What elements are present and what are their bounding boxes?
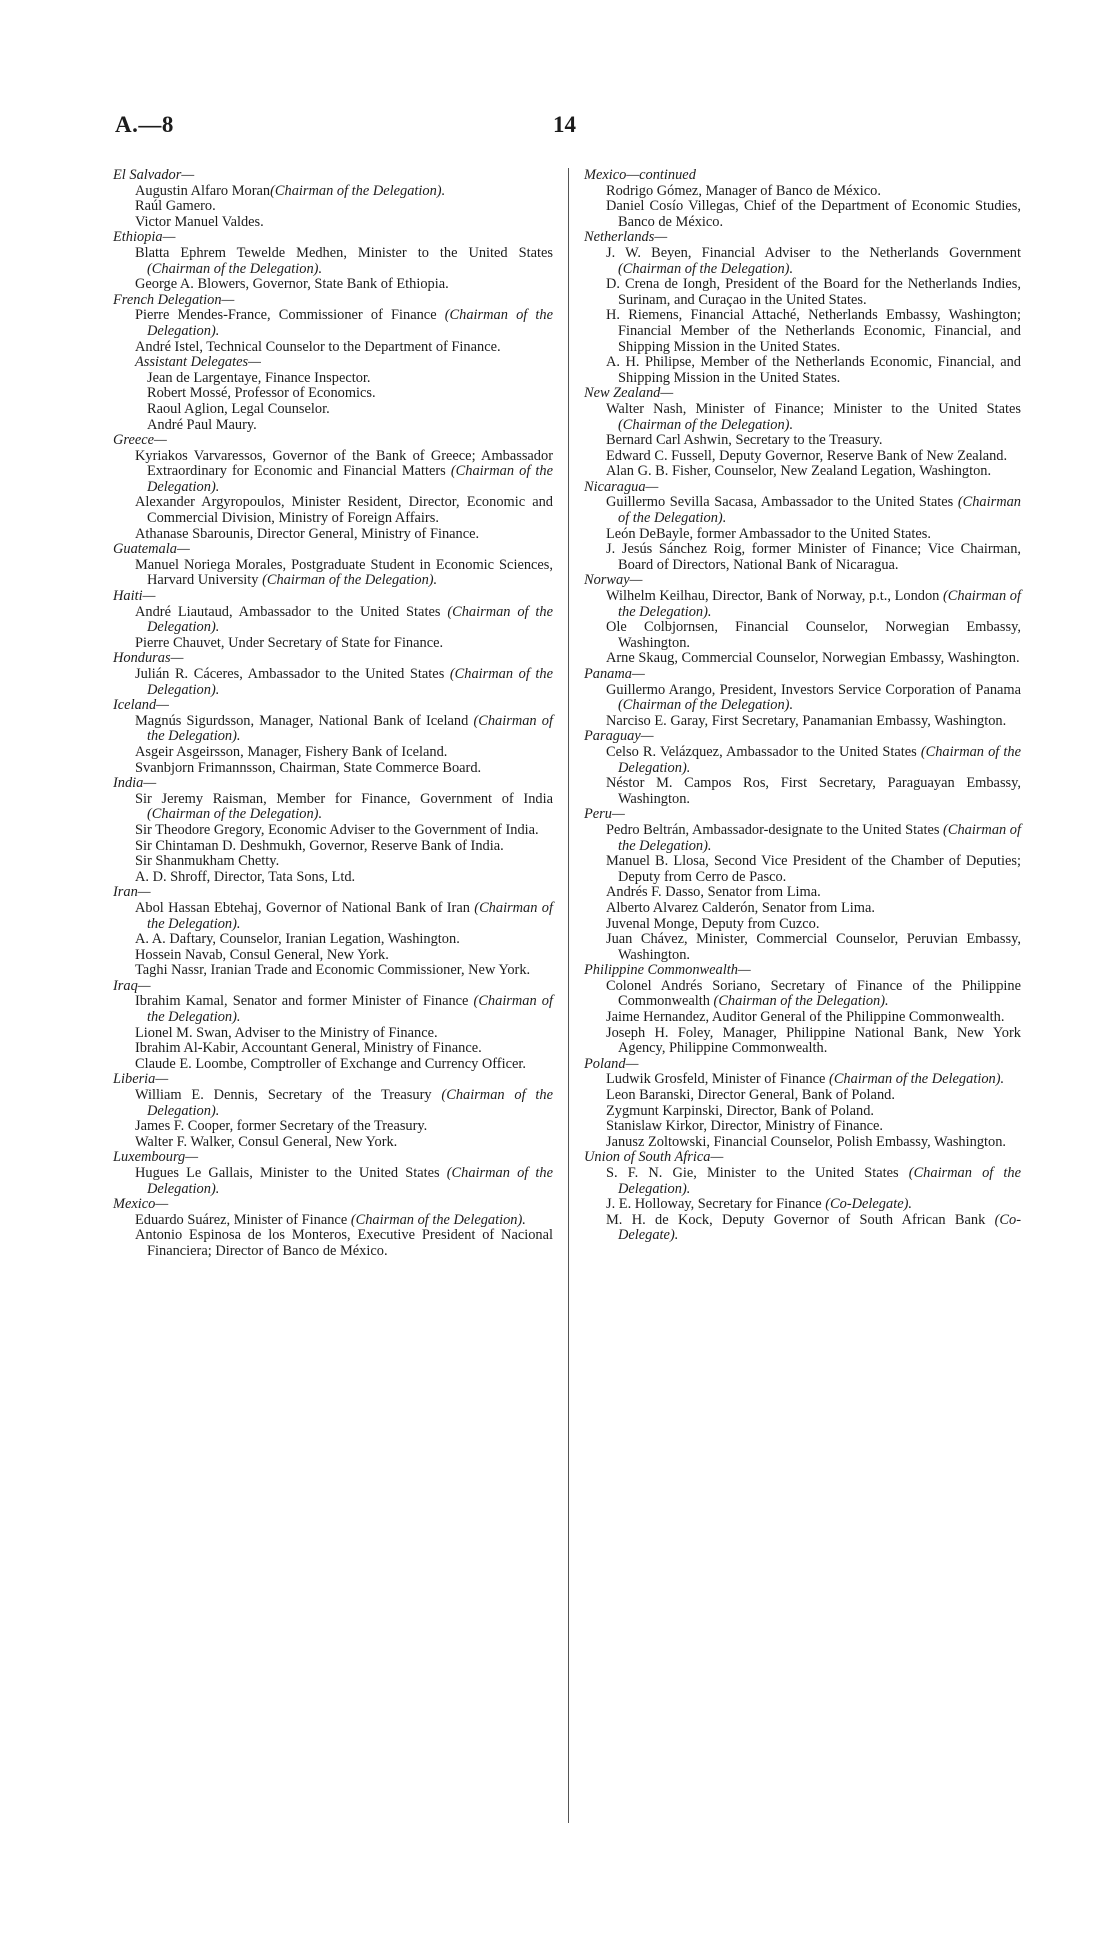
delegate-role: Ambassador to the United States: [232, 603, 448, 620]
delegate-role: Director, Tata Sons, Ltd.: [210, 868, 356, 885]
delegate-name: Kyriakos Varvaressos,: [135, 447, 267, 464]
delegate-chair: (Chairman of the Delegation).: [147, 712, 553, 745]
delegate-name: Edward C. Fussell,: [606, 447, 716, 464]
delegate-role: Manager, National Bank of Iceland: [254, 712, 474, 729]
delegate-role: Governor, Reserve Bank of India.: [305, 837, 504, 854]
delegate-chair: (Chairman of the Delegation).: [618, 697, 794, 714]
delegate-name: Victor Manuel Valdes.: [135, 213, 264, 230]
country-heading: Mexico—: [113, 1196, 169, 1213]
section-number: A.—8: [115, 112, 174, 137]
delegate-entry: [584, 854, 1021, 885]
delegate-name: Sir Jeremy Raisman,: [135, 790, 267, 807]
delegate-name: A. H. Philipse,: [606, 354, 695, 371]
delegate-chair: (Chairman of the Delegation).: [618, 494, 1021, 527]
delegate-entry: [113, 870, 553, 886]
delegate-role: Accountant General, Ministry of Finance.: [238, 1040, 482, 1057]
delegate-role: Senator and former Minister of Finance: [227, 993, 474, 1010]
country-heading: Philippine Commonwealth—: [584, 962, 751, 979]
delegate-name: Manuel B. Llosa,: [606, 853, 709, 870]
country-heading: Liberia—: [113, 1071, 169, 1088]
country-heading: Luxembourg—: [113, 1149, 199, 1166]
delegate-entry: [584, 1119, 1021, 1135]
delegate-chair: (Chairman of the Delegation).: [147, 260, 323, 277]
delegate-entry: [584, 308, 1021, 355]
delegate-entry: [584, 184, 1021, 200]
delegate-name: Athanase Sbarounis,: [135, 525, 254, 542]
delegate-name: Magnús Sigurdsson,: [135, 712, 255, 729]
delegate-role: Director, Ministry of Finance.: [706, 1118, 884, 1135]
delegate-name: Antonio Espinosa de los Monteros,: [135, 1227, 351, 1244]
delegate-name: James F. Cooper,: [135, 1118, 234, 1135]
delegate-name: J. Jesús Sánchez Roig,: [606, 541, 746, 558]
delegate-role: First Secretary, Panamanian Embassy, Washington.: [708, 712, 1007, 729]
delegate-entry: [113, 1228, 553, 1259]
delegate-entry: [113, 199, 553, 215]
delegate-entry: [584, 620, 1021, 651]
delegate-entry: [113, 901, 553, 932]
delegate-role: Legal Counselor.: [227, 400, 330, 417]
delegate-entry: [584, 355, 1021, 386]
delegate-entry: [113, 184, 553, 200]
delegate-name: Leon Baranski,: [606, 1087, 694, 1104]
delegate-entry: [584, 917, 1021, 933]
delegate-chair: (Chairman of the Delegation).: [618, 1165, 1021, 1197]
delegate-entry: [113, 714, 553, 745]
delegate-name: Robert Mossé,: [147, 385, 231, 402]
delegate-entry: [584, 1197, 1021, 1213]
delegate-entry: [113, 1088, 553, 1119]
delegate-entry: [113, 527, 553, 543]
delegate-name: Jean de Largentaye,: [147, 369, 262, 386]
delegate-entry: [584, 823, 1021, 854]
delegate-name: Raoul Aglion,: [147, 400, 228, 417]
delegate-chair: (Chairman of the Delegation).: [147, 993, 553, 1026]
column-divider: [568, 168, 569, 1823]
delegate-chair: (Co-Delegate).: [825, 1196, 912, 1213]
delegate-role: Commercial Counselor, Norwegian Embassy, Washington.: [677, 650, 1020, 667]
page-number: 14: [553, 112, 576, 137]
delegate-name: A. A. Daftary,: [135, 931, 216, 948]
delegate-chair: (Chairman of the Delegation).: [147, 307, 553, 339]
delegate-name: Ole Colbjornsen,: [606, 619, 718, 636]
country-heading: Netherlands—: [584, 229, 668, 246]
delegate-chair: (Chairman of the Delegation).: [147, 1165, 553, 1197]
delegate-role: Secretary of Finance of the Philippine Commonwealth: [618, 977, 1021, 1010]
delegate-entry: [584, 776, 1021, 807]
delegate-name: Pedro Beltrán,: [606, 821, 690, 838]
delegate-entry: [113, 1166, 553, 1197]
delegate-role: First Secretary, Paraguayan Embassy, Washington.: [618, 775, 1022, 807]
delegate-entry: [113, 745, 553, 761]
delegate-role: Manager, Philippine National Bank, New York Agency, Philippine Commonwealth.: [618, 1024, 1021, 1057]
delegate-name: Narciso E. Garay,: [606, 712, 709, 729]
delegate-role: Minister to the United States: [252, 1165, 447, 1181]
delegate-role: Director, Bank of Norway, p.t., London: [708, 588, 944, 605]
delegate-name: Néstor M. Campos Ros,: [606, 775, 770, 792]
delegate-name: H. Riemens,: [606, 307, 683, 324]
delegate-role: Minister of Finance; Minister to the United States: [686, 400, 1021, 417]
delegate-chair: (Chairman of the Delegation).: [147, 603, 554, 636]
delegate-entry: [113, 1213, 553, 1229]
delegate-chair: (Chairman of the Delegation).: [618, 821, 1022, 854]
delegate-role: Director General, Ministry of Finance.: [253, 525, 480, 542]
delegate-name: Alberto Alvarez Calderón,: [606, 899, 759, 916]
delegate-entry: [584, 277, 1021, 308]
delegate-name: Hossein Navab,: [135, 946, 227, 963]
delegate-entry: [113, 277, 553, 293]
country-heading: French Delegation—: [113, 291, 235, 308]
delegate-entry: [113, 449, 553, 496]
delegate-name: Alexander Argyropoulos,: [135, 494, 285, 511]
delegate-role: Secretary of the Treasury: [258, 1087, 442, 1104]
delegate-role: Executive President of Nacional Financiera; Director of Banco de México.: [147, 1227, 553, 1259]
delegate-entry: [584, 449, 1021, 465]
delegate-role: Minister of Finance: [708, 1071, 830, 1088]
delegate-role: Iranian Trade and Economic Commissioner, New York.: [206, 962, 531, 979]
country-heading: Greece—: [113, 432, 167, 449]
delegate-name: William E. Dennis,: [135, 1087, 258, 1104]
delegate-name: Manuel Noriega Morales,: [135, 556, 287, 573]
delegate-entry: [584, 901, 1021, 917]
delegate-name: Guillermo Arango,: [606, 681, 716, 698]
delegate-role: Commissioner of Finance: [270, 307, 445, 324]
delegate-name: Jaime Hernandez,: [606, 1009, 710, 1026]
delegate-role: Minister to the United States: [346, 244, 553, 261]
delegate-role: Governor of the Bank of Greece; Ambassador Extraordinary for Economic and Financial Matters: [147, 447, 553, 480]
delegate-name: André Liautaud,: [135, 603, 233, 620]
delegate-entry: [584, 932, 1021, 963]
delegate-name: Janusz Zoltowski,: [606, 1133, 710, 1150]
country-heading: Iceland—: [113, 697, 169, 714]
country-heading: Iran—: [113, 884, 151, 901]
delegate-entry: [113, 963, 553, 979]
delegate-chair: (Chairman of the Delegation).: [829, 1071, 1005, 1088]
delegate-entry: [584, 199, 1021, 230]
delegate-chair: (Chairman of the Delegation).: [147, 463, 553, 495]
delegate-chair: (Chairman of the Delegation).: [270, 182, 446, 199]
delegate-name: A. D. Shroff,: [135, 868, 211, 885]
delegate-entry: [113, 948, 553, 964]
delegate-role: Secretary to the Treasury.: [731, 432, 883, 449]
delegate-name: Juan Chávez,: [606, 931, 688, 948]
country-heading: Mexico—continued: [584, 167, 696, 183]
delegate-role: Ambassador to the United States: [242, 666, 450, 682]
delegate-name: M. H. de Kock,: [606, 1211, 713, 1228]
delegate-role: former Ambassador to the United States.: [693, 525, 931, 542]
country-heading: Nicaragua—: [584, 478, 659, 495]
country-heading: Union of South Africa—: [584, 1149, 724, 1166]
delegate-entry: [584, 402, 1021, 433]
delegate-name: Augustin Alfaro Moran: [135, 182, 271, 199]
delegate-name: Hugues Le Gallais,: [135, 1165, 253, 1181]
delegate-role: Under Secretary of State for Finance.: [224, 634, 444, 651]
delegate-role: Minister, Commercial Counselor, Peruvian Embassy, Washington.: [618, 931, 1021, 963]
delegate-role: Ambassador-designate to the United States: [689, 821, 944, 838]
country-heading: Iraq—: [113, 977, 151, 994]
delegate-name: León DeBayle,: [606, 525, 694, 542]
assistant-delegate-entry: [113, 386, 553, 402]
delegate-name: Stanislaw Kirkor,: [606, 1118, 707, 1135]
delegate-role: Director, Bank of Poland.: [722, 1102, 875, 1119]
delegate-entry: [113, 994, 553, 1025]
delegate-role: Secretary for Finance: [694, 1196, 826, 1213]
delegate-name: Sir Theodore Gregory,: [135, 821, 265, 838]
delegate-chair: (Chairman of the Delegation).: [147, 806, 323, 823]
delegate-entry: [584, 1104, 1021, 1120]
delegate-name: Pierre Mendes-France,: [135, 307, 271, 324]
delegate-role: Consul General, New York.: [234, 1133, 398, 1150]
delegate-role: Postgraduate Student in Economic Sciences, Harvard University: [147, 556, 553, 589]
country-heading: Peru—: [584, 806, 625, 823]
delegate-entry: [113, 246, 553, 277]
delegate-entry: [584, 683, 1021, 714]
delegate-name: Ibrahim Al-Kabir,: [135, 1040, 239, 1057]
delegate-entry: [584, 979, 1021, 1010]
delegate-role: Member for Finance, Government of India: [266, 790, 553, 807]
country-heading: Haiti—: [113, 588, 156, 605]
delegate-chair: (Chairman of the Delegation).: [618, 416, 794, 433]
delegate-name: Ludwik Grosfeld,: [606, 1071, 709, 1088]
delegate-chair: (Chairman of the Delegation).: [618, 260, 794, 277]
delegate-role: Governor of National Bank of Iran: [261, 899, 475, 916]
delegate-name: Arne Skaug,: [606, 650, 678, 667]
delegate-name: Daniel Cosío Villegas,: [606, 198, 739, 215]
delegate-name: Joseph H. Foley,: [606, 1024, 714, 1041]
delegate-role: Minister to the United States: [696, 1165, 909, 1181]
delegate-role: Professor of Economics.: [230, 385, 376, 402]
delegate-role: Consul General, New York.: [226, 946, 389, 963]
delegate-name: Lionel M. Swan,: [135, 1024, 232, 1041]
delegate-role: Deputy Governor, Reserve Bank of New Zealand.: [715, 447, 1008, 464]
delegate-name: Raúl Gamero.: [135, 198, 216, 215]
delegate-entry: [113, 1041, 553, 1057]
delegate-entry: [113, 605, 553, 636]
delegate-role: Senator from Lima.: [703, 884, 821, 901]
left-column: [113, 168, 553, 1260]
country-heading: Guatemala—: [113, 541, 190, 558]
delegate-role: Financial Counselor, Norwegian Embassy, Washington.: [618, 619, 1021, 651]
delegate-name: S. F. N. Gie,: [606, 1165, 697, 1181]
delegate-name: André Istel,: [135, 338, 203, 355]
delegate-chair: (Chairman of the Delegation).: [618, 743, 1021, 776]
delegate-role: Chief of the Department of Economic Studies, Banco de México.: [618, 198, 1021, 230]
delegate-name: Juvenal Monge,: [606, 915, 698, 932]
delegate-entry: [113, 1026, 553, 1042]
country-heading: Poland—: [584, 1055, 639, 1072]
delegate-name: D. Crena de Iongh,: [606, 276, 721, 293]
delegate-entry: [584, 527, 1021, 543]
delegate-name: Zygmunt Karpinski,: [606, 1102, 723, 1119]
delegate-entry: [584, 464, 1021, 480]
delegate-name: Pierre Chauvet,: [135, 634, 225, 651]
delegate-name: George A. Blowers,: [135, 276, 250, 293]
delegate-entry: [113, 495, 553, 526]
delegate-name: Guillermo Sevilla Sacasa,: [606, 494, 757, 511]
country-heading: Panama—: [584, 666, 645, 682]
delegate-entry: [113, 667, 553, 698]
delegate-role: Financial Counselor, Polish Embassy, Washington.: [709, 1133, 1006, 1150]
delegate-entry: [113, 558, 553, 589]
delegate-role: Manager of Banco de México.: [701, 182, 881, 199]
delegate-entry: [584, 1088, 1021, 1104]
country-heading: India—: [113, 775, 157, 792]
delegate-name: Abol Hassan Ebtehaj,: [135, 899, 262, 916]
delegate-entry: [113, 854, 553, 870]
delegate-entry: [584, 1166, 1021, 1197]
delegate-role: former Secretary of the Treasury.: [233, 1118, 428, 1135]
delegate-role: Finance Inspector.: [261, 369, 371, 386]
delegate-role: Chairman, State Commerce Board.: [275, 759, 482, 776]
delegate-role: Counselor, Iranian Legation, Washington.: [216, 931, 460, 948]
delegate-role: Director General, Bank of Poland.: [693, 1087, 895, 1104]
delegate-name: André Paul Maury.: [147, 416, 257, 433]
delegate-role: Technical Counselor to the Department of Finance.: [202, 338, 501, 355]
delegate-name: Eduardo Suárez,: [135, 1211, 231, 1228]
delegate-chair: (Chairman of the Delegation).: [262, 572, 438, 589]
delegate-role: Minister of Finance: [230, 1211, 351, 1228]
delegate-entry: [584, 246, 1021, 277]
delegate-name: Celso R. Velázquez,: [606, 743, 723, 760]
delegate-role: Ambassador to the United States: [722, 743, 921, 760]
delegate-entry: [584, 714, 1021, 730]
delegate-name: Asgeir Asgeirsson,: [135, 743, 244, 760]
delegate-role: Senator from Lima.: [758, 899, 875, 916]
delegate-role: Financial Attaché, Netherlands Embassy, Washington; Financial Member of the Netherlands Economic, Financial, and Shipping Mission in the United States.: [618, 307, 1022, 355]
delegate-role: Auditor General of the Philippine Commonwealth.: [709, 1009, 1005, 1026]
delegate-entry: [113, 215, 553, 231]
delegate-name: Julián R. Cáceres,: [135, 666, 243, 682]
delegate-name: Sir Chintaman D. Deshmukh,: [135, 837, 306, 854]
assistant-delegate-entry: [113, 402, 553, 418]
delegate-chair: (Co-Delegate).: [618, 1211, 1022, 1244]
delegate-role: Ambassador to the United States: [757, 494, 958, 511]
delegate-name: Andrés F. Dasso,: [606, 884, 704, 901]
delegate-name: Claude E. Loombe,: [135, 1055, 247, 1072]
delegate-entry: [584, 745, 1021, 776]
delegate-entry: [584, 433, 1021, 449]
delegate-role: Deputy from Cuzco.: [697, 915, 820, 932]
delegate-chair: (Chairman of the Delegation).: [147, 666, 554, 698]
delegate-entry: [113, 823, 553, 839]
delegate-entry: [113, 1135, 553, 1151]
delegate-entry: [113, 1119, 553, 1135]
delegate-entry: [584, 1026, 1021, 1057]
delegate-name: Blatta Ephrem Tewelde Medhen,: [135, 244, 347, 261]
delegate-entry: [584, 1072, 1021, 1088]
country-heading: New Zealand—: [584, 385, 674, 402]
delegate-entry: [113, 636, 553, 652]
delegate-entry: [113, 1057, 553, 1073]
delegate-role: Second Vice President of the Chamber of Deputies; Deputy from Cerro de Pasco.: [618, 853, 1022, 885]
country-heading: Paraguay—: [584, 728, 654, 745]
delegate-entry: [584, 542, 1021, 573]
delegate-entry: [113, 761, 553, 777]
delegate-role: Member of the Netherlands Economic, Financial, and Shipping Mission in the United States.: [618, 354, 1021, 386]
delegate-name: Alan G. B. Fisher,: [606, 463, 711, 480]
country-heading: Honduras—: [113, 650, 184, 667]
delegate-entry: [584, 885, 1021, 901]
delegate-role: Manager, Fishery Bank of Iceland.: [243, 743, 448, 760]
delegate-entry: [113, 839, 553, 855]
country-heading: Norway—: [584, 572, 643, 589]
delegate-entry: [113, 308, 553, 339]
delegate-name: J. E. Holloway,: [606, 1196, 695, 1213]
delegate-entry: [113, 932, 553, 948]
delegate-entry: [113, 340, 553, 356]
delegate-role: Economic Adviser to the Government of India.: [264, 821, 539, 838]
delegate-role: Deputy Governor of South African Bank: [712, 1211, 995, 1228]
delegate-entry: [113, 792, 553, 823]
delegate-role: Minister Resident, Director, Economic and Commercial Division, Ministry of Foreign Affairs.: [147, 494, 553, 527]
delegate-entry: [584, 1010, 1021, 1026]
delegate-name: Taghi Nassr,: [135, 962, 207, 979]
delegate-name: Ibrahim Kamal,: [135, 993, 228, 1010]
delegate-name: Bernard Carl Ashwin,: [606, 432, 732, 449]
assistant-delegate-entry: [113, 418, 553, 434]
delegate-name: Walter Nash,: [606, 400, 687, 417]
delegate-chair: (Chairman of the Delegation).: [618, 588, 1021, 620]
right-column: [584, 168, 1021, 1244]
delegate-chair: (Chairman of the Delegation).: [713, 993, 889, 1010]
delegate-entry: [584, 1135, 1021, 1151]
delegate-role: President, Investors Service Corporation of Panama: [715, 681, 1021, 698]
delegate-role: Counselor, New Zealand Legation, Washington.: [710, 463, 992, 480]
delegate-role: President of the Board for the Netherlands Indies, Surinam, and Curaçao in the United States.: [618, 276, 1021, 308]
delegate-entry: [584, 651, 1021, 667]
delegate-name: Svanbjorn Frimannsson,: [135, 759, 276, 776]
delegate-name: J. W. Beyen,: [606, 244, 692, 261]
delegate-entry: [584, 589, 1021, 620]
delegate-role: Comptroller of Exchange and Currency Officer.: [246, 1055, 526, 1072]
delegate-role: Adviser to the Ministry of Finance.: [231, 1024, 438, 1041]
assistant-delegate-entry: [113, 371, 553, 387]
delegate-name: Sir Shanmukham Chetty.: [135, 853, 280, 870]
delegate-name: Wilhelm Keilhau,: [606, 588, 709, 605]
subgroup-heading: Assistant Delegates—: [135, 354, 261, 371]
delegate-name: Walter F. Walker,: [135, 1133, 235, 1150]
delegate-entry: [584, 1213, 1021, 1244]
delegate-name: Rodrigo Gómez,: [606, 182, 702, 199]
country-heading: El Salvador—: [113, 167, 195, 183]
delegate-role: former Minister of Finance; Vice Chairman, Board of Directors, National Bank of Nicaragua.: [618, 541, 1021, 573]
delegate-role: Governor, State Bank of Ethiopia.: [249, 276, 449, 293]
delegate-chair: (Chairman of the Delegation).: [147, 1087, 554, 1119]
delegate-chair: (Chairman of the Delegation).: [350, 1211, 526, 1228]
delegate-chair: (Chairman of the Delegation).: [147, 899, 553, 932]
delegate-entry: [584, 495, 1021, 526]
delegate-role: Financial Adviser to the Netherlands Government: [691, 244, 1021, 261]
country-heading: Ethiopia—: [113, 229, 176, 246]
delegate-name: Colonel Andrés Soriano,: [606, 977, 761, 994]
